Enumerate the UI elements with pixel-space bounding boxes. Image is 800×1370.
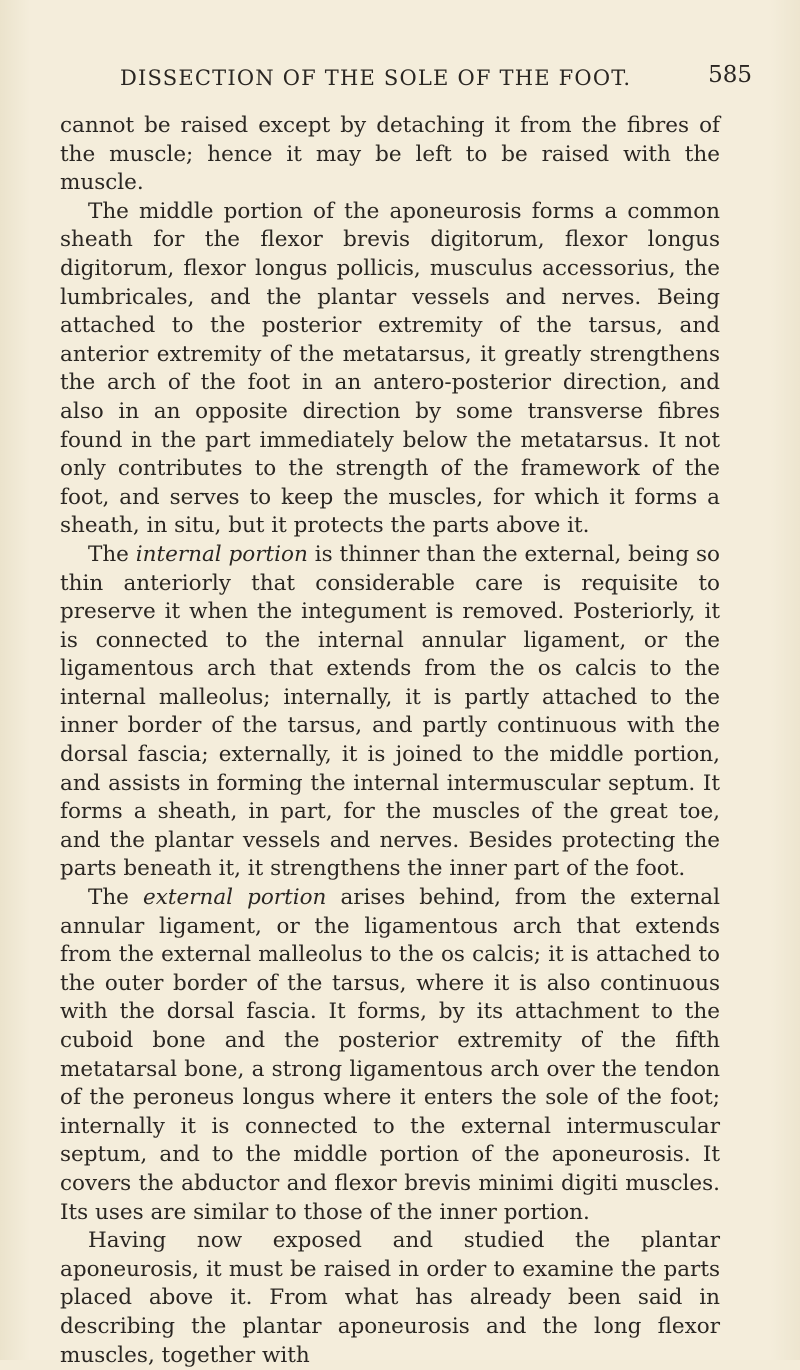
page-number: 585 [708, 62, 752, 88]
paragraph-internal-portion [60, 541, 720, 884]
paragraph-body: is thinner than the external, being so thin anteriorly that considerable care is requisite to preserve it when the integument is removed. Posteriorly, it is connected to the internal annular ligament, or the ligamentous arch that extends from the os calcis to the internal malleolus; internally, it is partly attached to the inner border of the tarsus, and partly continuous with the dorsal fascia; externally, it is joined to the middle portion, and assists in forming the internal intermuscular septum. It forms a sheath, in part, for the muscles of the great toe, and the plantar vessels and nerves. Besides protecting the parts beneath it, it strengthens the inner part of the foot. [60, 541, 720, 882]
paragraph-external-portion [60, 884, 720, 1227]
paragraph-lead: The [88, 541, 136, 567]
running-title: DISSECTION OF THE SOLE OF THE FOOT. [120, 66, 632, 90]
paragraph-middle-portion: The middle portion of the aponeurosis forms a common sheath for the flexor brevis digitorum, flexor longus digitorum, flexor longus pollicis, musculus accessorius, the lumbricales, and the plantar vessels and nerves. Being attached to the posterior extremity of the tarsus, and anterior extremity of the metatarsus, it greatly strengthens the arch of the foot in an antero-posterior direction, and also in an opposite direction by some transverse fibres found in the part immediately below the metatarsus. It not only contributes to the strength of the framework of the foot, and serves to keep the muscles, for which it forms a sheath, in situ, but it protects the parts above it. [60, 198, 720, 539]
paragraph-lead: The [88, 885, 143, 911]
body-text [60, 112, 720, 1370]
internal-portion-term: internal portion [135, 541, 308, 567]
page-header [120, 62, 752, 90]
paragraph-continuation: cannot be raised except by detaching it from the fibres of the muscle; hence it may be left to be raised with the muscle. [60, 113, 720, 196]
external-portion-term: external portion [142, 885, 327, 911]
paragraph-having-exposed: Having now exposed and studied the plantar aponeurosis, it must be raised in order to examine the parts placed above it. From what has already been said in describing the plantar aponeurosis and the long flexor muscles, together with [60, 1228, 720, 1368]
paragraph-body: arises behind, from the external annular ligament, or the ligamentous arch that extends from the external malleolus to the os calcis; it is attached to the outer border of the tarsus, where it is also continuous with the dorsal fascia. It forms, by its attachment to the cuboid bone and the posterior extremity of the fifth metatarsal bone, a strong ligamentous arch over the tendon of the peroneus longus where it enters the sole of the foot; internally it is connected to the external intermuscular septum, and to the middle portion of the aponeurosis. It covers the abductor and flexor brevis minimi digiti muscles. Its uses are similar to those of the inner portion. [60, 885, 720, 1225]
